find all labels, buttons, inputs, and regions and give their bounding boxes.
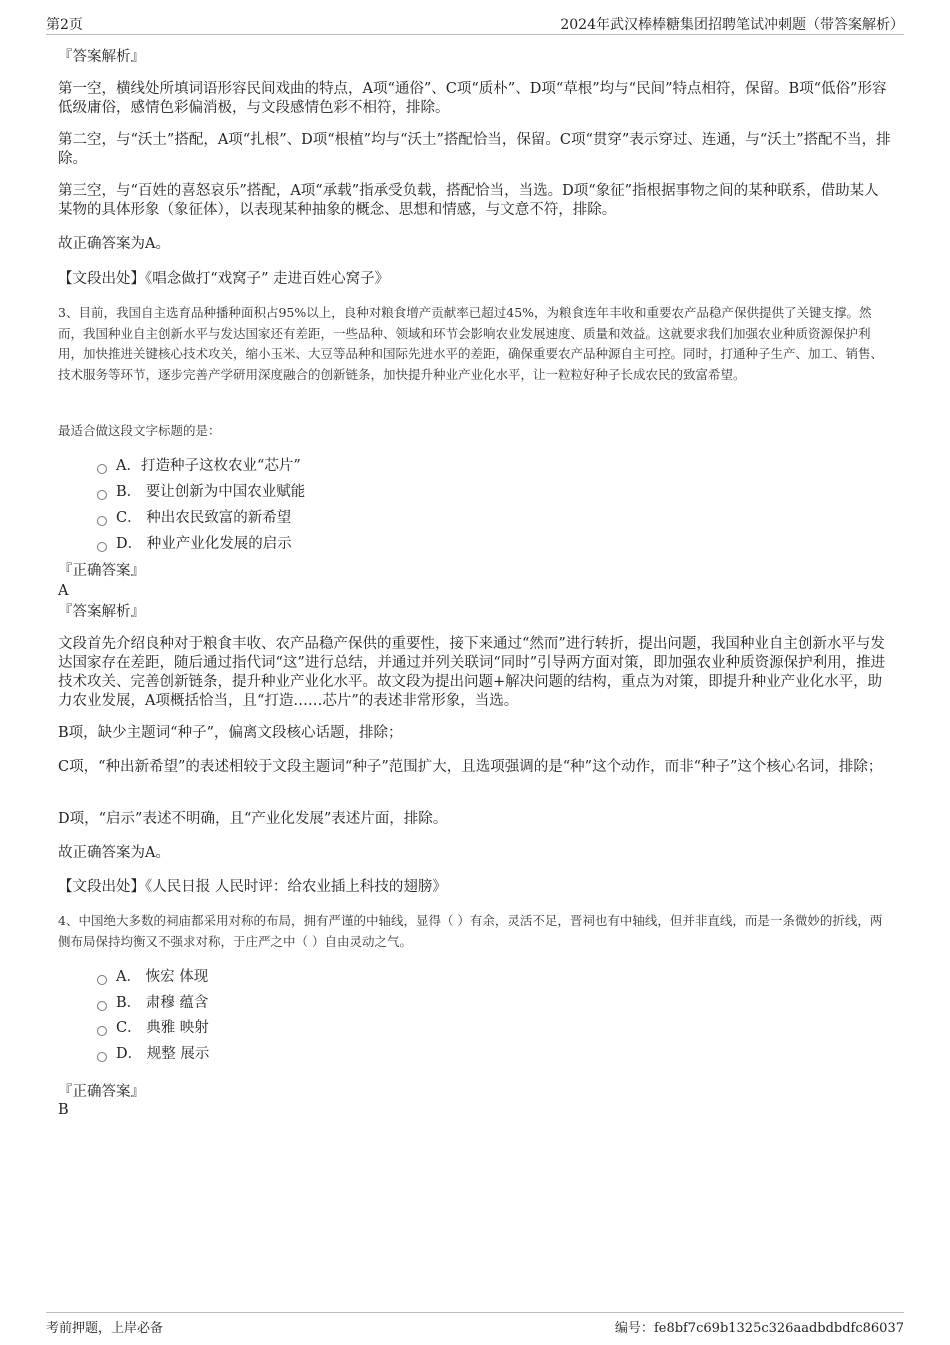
answer-conclusion: 故正确答案为A。 [58,236,170,252]
option-label: B． 要让创新为中国农业赋能 [116,484,306,500]
document-code [615,1317,904,1336]
analysis-paragraph-3: C项，“种出新希望”的表述相较于文段主题词“种子”范围扩大，且选项强调的是“种”这个动作，而非“种子”这个核心名词，排除； [58,759,883,775]
correct-answer-label: 『正确答案』 [58,1084,145,1100]
document-title: 2024年武汉棒棒糖集团招聘笔试冲刺题（带答案解析） [560,17,904,33]
analysis-paragraph-1: 文段首先介绍良种对于粮食丰收、农产品稳产保供的重要性，接下来通过“然而”进行转折，提出问题，我国种业自主创新水平与发达国家存在差距，随后通过指代词“这”进行总结，并通过并列关联词“同时”引导两方面对策，即加强农业种质资源保护利用，推进技术攻关、完善创新链条，提升种业产业化水平。故文段为提出问题+解决问题的结构，重点为对策，即提升种业产业化水平，助力农业发展，A项概括恰当，且“打造……芯片”的表述非常形象，当选。 [58,636,886,709]
option-label: C． 种出农民致富的新希望 [116,510,292,526]
question-4-option-a[interactable] [97,968,208,987]
radio-icon[interactable] [97,516,107,526]
radio-icon[interactable] [97,1052,107,1062]
analysis-paragraph-2: B项，缺少主题词“种子”，偏离文段核心话题，排除； [58,725,403,741]
correct-answer-value: A [58,583,69,599]
question-4-stem: 4、中国绝大多数的祠庙都采用对称的布局，拥有严谨的中轴线，显得（ ）有余，灵活不足，晋祠也有中轴线，但并非直线，而是一条微妙的折线，两侧布局保持均衡又不强求对称，于庄严之中（ ）自由灵动之气。 [58,913,883,949]
analysis-paragraph-4: D项，“启示”表述不明确，且“产业化发展”表述片面，排除。 [58,811,448,827]
radio-icon[interactable] [97,464,107,474]
analysis-label: 『答案解析』 [58,604,145,620]
option-label: D． 规整 展示 [116,1046,210,1062]
option-label: A．打造种子这枚农业“芯片” [116,458,301,474]
radio-icon[interactable] [97,975,107,985]
question-3-option-b[interactable] [97,483,305,502]
question-3-option-d[interactable] [97,535,292,554]
page-number: 第2页 [46,17,83,33]
radio-icon[interactable] [97,542,107,552]
page-header [46,14,904,35]
analysis-paragraph-2: 第二空，与“沃土”搭配，A项“扎根”、D项“根植”均与“沃土”搭配恰当，保留。C项“贯穿”表示穿过、连通，与“沃土”搭配不当，排除。 [58,132,891,167]
question-3-stem: 3、目前，我国自主选育品种播种面积占95%以上，良种对粮食增产贡献率已超过45%，为粮食连年丰收和重要农产品稳产保供提供了关键支撑。然而，我国种业自主创新水平与发达国家还有差距，一些品种、领域和环节会影响农业发展速度、质量和效益。这就要求我们加强农业种质资源保护利用，加快推进关键核心技术攻关，缩小玉米、大豆等品种和国际先进水平的差距，确保重要农产品种源自主可控。同时，打通种子生产、加工、销售、技术服务等环节，逐步完善产学研用深度融合的创新链条，加快提升种业产业化水平，让一粒粒好种子长成农民的致富希望。 [58,305,884,382]
correct-answer-label: 『正确答案』 [58,563,145,579]
option-label: D． 种业产业化发展的启示 [116,536,292,552]
radio-icon[interactable] [97,1001,107,1011]
question-3-prompt: 最适合做这段文字标题的是： [58,423,221,438]
analysis-paragraph-1: 第一空，横线处所填词语形容民间戏曲的特点，A项“通俗”、C项“质朴”、D项“草根”均与“民间”特点相符，保留。B项“低俗”形容低级庸俗，感情色彩偏消极，与文段感情色彩不相符，排除。 [58,81,887,116]
question-3-option-c[interactable] [97,509,291,528]
footer-slogan: 考前押题，上岸必备 [46,1321,164,1336]
source-citation: 【文段出处】《唱念做打“戏窝子” 走进百姓心窝子》 [58,271,390,287]
source-citation: 【文段出处】《人民日报 人民时评：给农业插上科技的翅膀》 [58,879,447,895]
answer-conclusion: 故正确答案为A。 [58,845,170,861]
code-value: fe8bf7c69b1325c326aadbdbdfc86037 [653,1321,904,1336]
code-label: 编号： [614,1321,654,1336]
analysis-label: 『答案解析』 [58,49,145,65]
radio-icon[interactable] [97,490,107,500]
question-4-option-b[interactable] [97,994,208,1013]
page-footer [46,1312,904,1335]
option-label: A． 恢宏 体现 [116,969,209,985]
option-label: B． 肃穆 蕴含 [116,995,209,1011]
correct-answer-value: B [58,1102,69,1118]
question-4-option-c[interactable] [97,1019,209,1038]
analysis-paragraph-3: 第三空，与“百姓的喜怒哀乐”搭配，A项“承载”指承受负载，搭配恰当，当选。D项“象征”指根据事物之间的某种联系，借助某人某物的具体形象（象征体），以表现某种抽象的概念、思想和情感，与文意不符，排除。 [58,183,879,218]
radio-icon[interactable] [97,1026,107,1036]
question-4-option-d[interactable] [97,1045,209,1064]
question-3-option-a[interactable] [97,457,301,476]
option-label: C． 典雅 映射 [116,1020,209,1036]
